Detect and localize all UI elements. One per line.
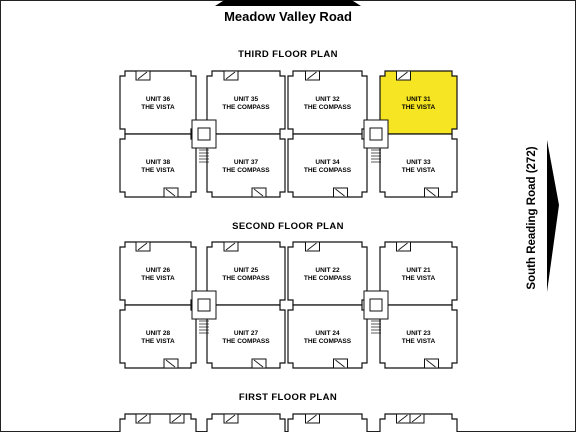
unit-type: THE VISTA [401, 104, 436, 111]
unit-label-unit-23 [369, 330, 469, 346]
unit-label-unit-33 [369, 159, 469, 175]
unit-number: UNIT 32 [315, 96, 340, 103]
unit-type: THE COMPASS [303, 104, 352, 111]
unit-label-unit-24 [278, 330, 378, 346]
unit-number: UNIT 24 [315, 330, 340, 337]
unit-type: THE VISTA [141, 338, 175, 345]
unit-type: THE COMPASS [222, 104, 270, 111]
unit-label-unit-28 [108, 330, 208, 346]
unit-outline [207, 414, 285, 432]
road-label-side: South Reading Road (272) [526, 146, 538, 290]
unit-number: UNIT 37 [233, 159, 259, 166]
unit-label-unit-32 [278, 96, 378, 112]
floor-title-first: FIRST FLOOR PLAN [238, 392, 338, 403]
unit-type: THE COMPASS [303, 338, 352, 345]
unit-number: UNIT 35 [233, 96, 259, 103]
unit-number: UNIT 38 [145, 159, 171, 166]
unit-type: THE COMPASS [303, 275, 352, 282]
unit-number: UNIT 25 [233, 267, 259, 274]
unit-type: THE VISTA [141, 167, 175, 174]
road-label-top: Meadow Valley Road [224, 9, 352, 24]
unit-type: THE COMPASS [222, 338, 270, 345]
unit-label-unit-22 [278, 267, 378, 283]
unit-number: UNIT 27 [233, 330, 259, 337]
unit-type: THE COMPASS [222, 167, 270, 174]
north-arrow-icon [215, 0, 361, 6]
floor-title-third: THIRD FLOOR PLAN [238, 49, 338, 60]
unit-number: UNIT 33 [406, 159, 431, 166]
unit-number: UNIT 22 [315, 267, 340, 274]
stair-core [198, 128, 210, 140]
unit-number: UNIT 28 [145, 330, 171, 337]
unit-number: UNIT 31 [406, 96, 431, 103]
unit-number: UNIT 26 [145, 267, 171, 274]
unit-number: UNIT 36 [145, 96, 171, 103]
unit-type: THE VISTA [141, 104, 175, 111]
stair-core [370, 299, 382, 311]
unit-type: THE VISTA [401, 167, 436, 174]
unit-outline [288, 414, 367, 432]
unit-type: THE VISTA [401, 338, 436, 345]
unit-outline [120, 414, 196, 432]
unit-number: UNIT 21 [406, 267, 431, 274]
east-arrow-icon [547, 140, 559, 292]
floor-title-second: SECOND FLOOR PLAN [232, 221, 344, 232]
unit-label-unit-21 [369, 267, 469, 283]
unit-type: THE COMPASS [222, 275, 270, 282]
unit-type: THE COMPASS [303, 167, 352, 174]
unit-label-unit-34 [278, 159, 378, 175]
unit-label-unit-38 [108, 159, 208, 175]
unit-number: UNIT 34 [315, 159, 340, 166]
stair-core [198, 299, 210, 311]
unit-label-unit-26 [108, 267, 208, 283]
unit-label-unit-31[interactable] [369, 96, 469, 112]
unit-type: THE VISTA [141, 275, 175, 282]
unit-type: THE VISTA [401, 275, 436, 282]
unit-label-unit-36 [108, 96, 208, 112]
stair-core [370, 128, 382, 140]
unit-number: UNIT 23 [406, 330, 431, 337]
